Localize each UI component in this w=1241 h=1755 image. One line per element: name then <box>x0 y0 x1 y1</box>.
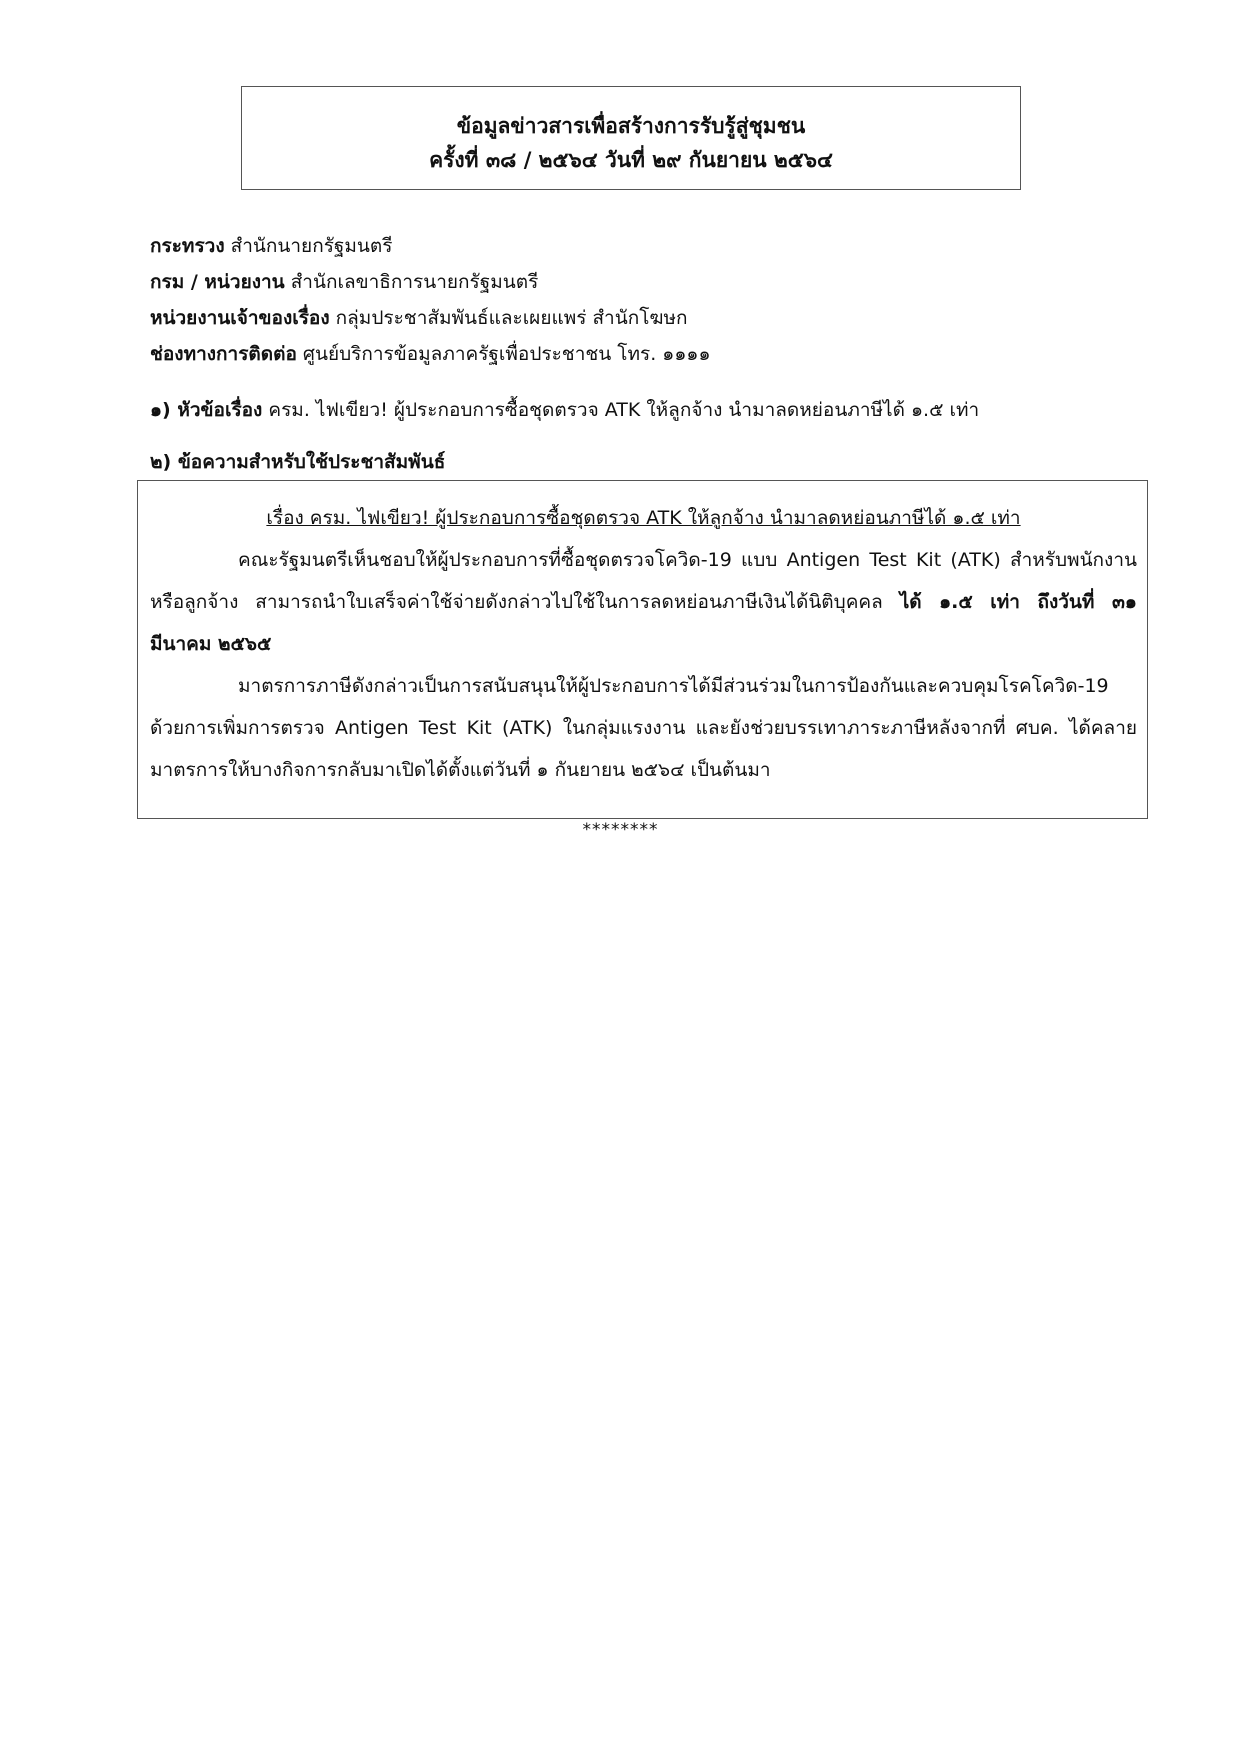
section2-heading: ๒) ข้อความสำหรับใช้ประชาสัมพันธ์ <box>150 451 446 473</box>
topic-label: ๑) หัวข้อเรื่อง <box>150 399 263 421</box>
owner-label: หน่วยงานเจ้าของเรื่อง <box>150 307 330 329</box>
message-paragraph-2: มาตรการภาษีดังกล่าวเป็นการสนับสนุนให้ผู้ประกอบการได้มีส่วนร่วมในการป้องกันและควบคุมโรคโควิด-19 ด้วยการเพิ่มการตรวจ Antigen Test Kit (ATK) ในกลุ่มแรงงาน และยังช่วยบรรเทาภาระภาษีหลังจากที่ ศบค. ได้คลายมาตรการให้บางกิจการกลับมาเปิดได้ตั้งแต่วันที่ ๑ กันยายน ๒๕๖๔ เป็นต้นมา <box>150 675 1137 781</box>
topic-value: ครม. ไฟเขียว! ผู้ประกอบการซื้อชุดตรวจ ATK ให้ลูกจ้าง นำมาลดหย่อนภาษีได้ ๑.๕ เท่า <box>268 399 980 421</box>
ministry-row <box>150 228 1110 264</box>
department-row <box>150 264 1110 300</box>
topic-row <box>150 392 1110 428</box>
end-marker: ******** <box>582 820 659 840</box>
document-meta <box>150 228 1110 372</box>
paragraph-1-bold: ได้ ๑.๕ เท่า ถึงวันที่ ๓๑ มีนาคม ๒๕๖๕ <box>150 591 1137 655</box>
ministry-label: กระทรวง <box>150 235 225 257</box>
contact-label: ช่องทางการติดต่อ <box>150 343 297 365</box>
contact-row <box>150 336 1110 372</box>
department-label: กรม / หน่วยงาน <box>150 271 285 293</box>
message-box <box>137 480 1148 819</box>
message-paragraph-1 <box>150 539 1137 665</box>
ministry-value: สำนักนายกรัฐมนตรี <box>230 235 393 257</box>
owner-value: กลุ่มประชาสัมพันธ์และเผยแพร่ สำนักโฆษก <box>335 307 688 329</box>
message-title: เรื่อง ครม. ไฟเขียว! ผู้ประกอบการซื้อชุดตรวจ ATK ให้ลูกจ้าง นำมาลดหย่อนภาษีได้ ๑.๕ เท่า <box>266 507 1021 529</box>
owner-row <box>150 300 1110 336</box>
header-box <box>241 86 1021 190</box>
department-value: สำนักเลขาธิการนายกรัฐมนตรี <box>290 271 539 293</box>
contact-value: ศูนย์บริการข้อมูลภาครัฐเพื่อประชาชน โทร. ๑๑๑๑ <box>302 343 711 365</box>
issue-line: ครั้งที่ ๓๘ / ๒๕๖๔ วันที่ ๒๙ กันยายน ๒๕๖๔ <box>429 148 833 172</box>
paragraph-1-text: คณะรัฐมนตรีเห็นชอบให้ผู้ประกอบการที่ซื้อชุดตรวจโควิด-19 แบบ Antigen Test Kit (ATK) สำหรับพนักงานหรือลูกจ้าง สามารถนำใบเสร็จค่าใช้จ่ายดังกล่าวไปใช้ในการลดหย่อนภาษีเงินได้นิติบุคคล <box>150 549 1137 613</box>
document-title: ข้อมูลข่าวสารเพื่อสร้างการรับรู้สู่ชุมชน <box>456 114 806 138</box>
